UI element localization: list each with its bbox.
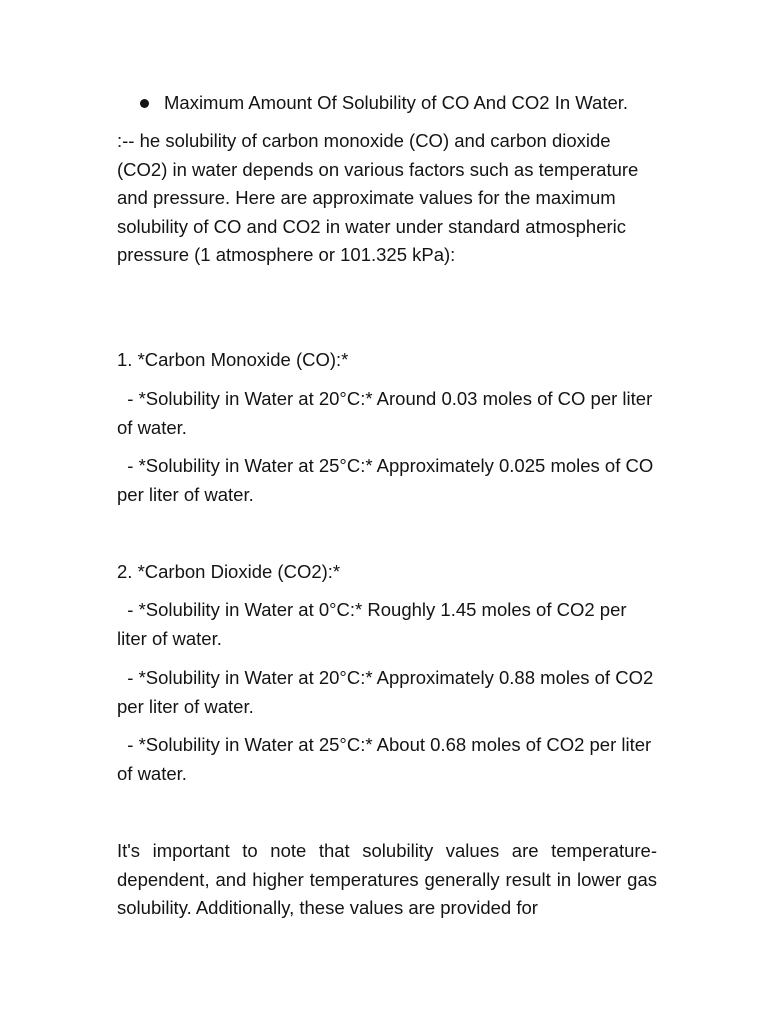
section1-item-1: - *Solubility in Water at 20°C:* Around 0.03 moles of CO per liter of water. (117, 388, 658, 438)
section1-title: 1. *Carbon Monoxide (CO):* (117, 349, 349, 370)
section2-item-3: - *Solubility in Water at 25°C:* About 0.68 moles of CO2 per liter of water. (117, 734, 657, 784)
closing-paragraph: It's important to note that solubility values are temperature-dependent, and higher temperatures generally result in lower gas solubility. Additionally, these values are provided for (117, 840, 657, 918)
intro-paragraph: :-- he solubility of carbon monoxide (CO) and carbon dioxide (CO2) in water depends on various factors such as temperature and pressure. Here are approximate values for the maximum solubility of CO and CO2 in water under standard atmospheric pressure (1 atmosphere or 101.325 kPa): (117, 130, 639, 265)
section2-item-1: - *Solubility in Water at 0°C:* Roughly 1.45 moles of CO2 per liter of water. (117, 599, 632, 649)
heading-bullet-text: Maximum Amount Of Solubility of CO And CO2 In Water. (164, 92, 629, 113)
section2-title: 2. *Carbon Dioxide (CO2):* (117, 561, 341, 582)
heading-bullet-item (136, 89, 696, 117)
section1-item-2: - *Solubility in Water at 25°C:* Approximately 0.025 moles of CO per liter of water. (117, 455, 659, 505)
section2-item-2: - *Solubility in Water at 20°C:* Approximately 0.88 moles of CO2 per liter of water. (117, 667, 659, 717)
bullet-icon (140, 99, 149, 108)
